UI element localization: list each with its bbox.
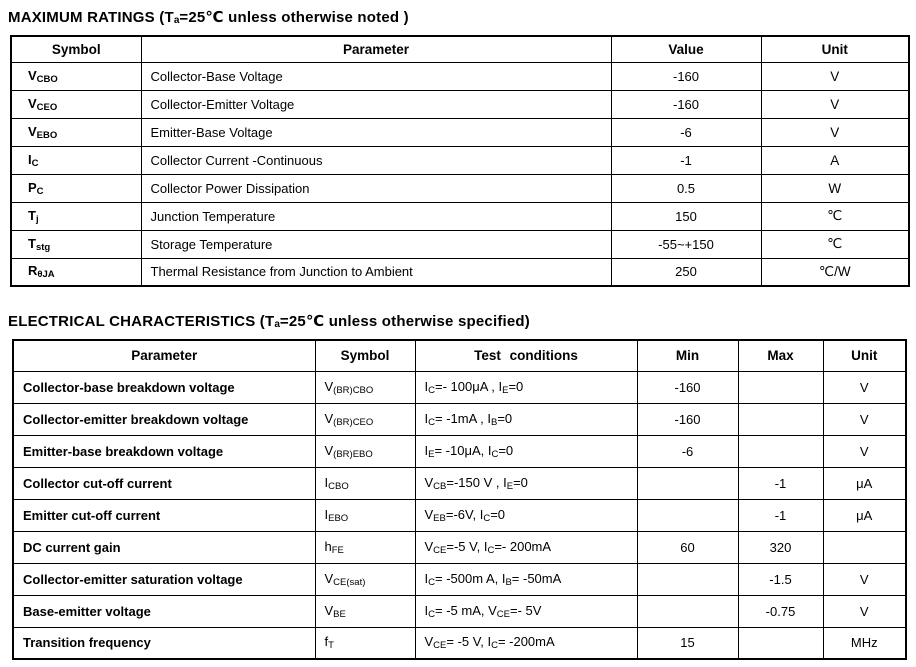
value-cell: 150 <box>611 202 761 230</box>
parameter-cell: Storage Temperature <box>141 230 611 258</box>
table-header-row <box>11 36 909 62</box>
unit-cell: V <box>823 371 906 403</box>
unit-cell: μA <box>823 467 906 499</box>
min-cell: -160 <box>637 371 738 403</box>
table-row <box>11 202 909 230</box>
section-gap <box>0 287 916 304</box>
symbol-cell: $T_j$ <box>11 202 141 230</box>
symbol-cell: $R_{\theta JA}$ <box>11 258 141 286</box>
header-unit: Unit <box>823 340 906 371</box>
unit-cell: V <box>761 118 909 146</box>
symbol-cell: $V_{EBO}$ <box>11 118 141 146</box>
header-value: Value <box>611 36 761 62</box>
unit-cell: V <box>823 403 906 435</box>
table-row <box>13 499 906 531</box>
max-cell <box>738 435 823 467</box>
value-cell: -1 <box>611 146 761 174</box>
parameter-cell: Collector-Emitter Voltage <box>141 90 611 118</box>
unit-cell: ℃ <box>761 202 909 230</box>
symbol-cell: $V_{CEO}$ <box>11 90 141 118</box>
symbol-cell: $I_{CBO}$ <box>315 467 415 499</box>
value-cell: -6 <box>611 118 761 146</box>
test-conditions-cell: $I_C=-$ 100μA , $I_E=0$ <box>415 371 637 403</box>
min-cell <box>637 595 738 627</box>
min-cell <box>637 467 738 499</box>
min-cell <box>637 563 738 595</box>
header-symbol: Symbol <box>315 340 415 371</box>
unit-cell: W <box>761 174 909 202</box>
header-parameter: Parameter <box>13 340 315 371</box>
unit-cell: V <box>823 595 906 627</box>
max-cell: -0.75 <box>738 595 823 627</box>
parameter-cell: Thermal Resistance from Junction to Ambient <box>141 258 611 286</box>
symbol-cell: $I_{EBO}$ <box>315 499 415 531</box>
max-ratings-table <box>10 35 910 287</box>
parameter-cell: Collector Current -Continuous <box>141 146 611 174</box>
min-cell: -160 <box>637 403 738 435</box>
header-test-conditions: Test conditions <box>415 340 637 371</box>
max-cell <box>738 627 823 659</box>
table-row <box>13 531 906 563</box>
table-row <box>11 118 909 146</box>
table-row <box>11 174 909 202</box>
unit-cell: ℃/W <box>761 258 909 286</box>
header-max: Max <box>738 340 823 371</box>
max-cell: -1.5 <box>738 563 823 595</box>
table-row <box>13 467 906 499</box>
unit-cell: V <box>761 62 909 90</box>
parameter-cell: Collector-emitter saturation voltage <box>13 563 315 595</box>
table-row <box>11 230 909 258</box>
parameter-cell: Base-emitter voltage <box>13 595 315 627</box>
min-cell: 15 <box>637 627 738 659</box>
unit-cell: V <box>823 563 906 595</box>
unit-cell: V <box>761 90 909 118</box>
min-cell <box>637 499 738 531</box>
symbol-cell: $V_{CBO}$ <box>11 62 141 90</box>
value-cell: 0.5 <box>611 174 761 202</box>
symbol-cell: $V_{BE}$ <box>315 595 415 627</box>
max-cell: 320 <box>738 531 823 563</box>
test-conditions-cell: $I_E= -10\mu A$, $I_C=0$ <box>415 435 637 467</box>
unit-cell: μA <box>823 499 906 531</box>
max-cell <box>738 371 823 403</box>
parameter-cell: Emitter-base breakdown voltage <box>13 435 315 467</box>
parameter-cell: Emitter-Base Voltage <box>141 118 611 146</box>
min-cell: 60 <box>637 531 738 563</box>
test-conditions-cell: $V_{CE}= -5$ V, $I_C= -200mA$ <box>415 627 637 659</box>
symbol-cell: $V_{CE(sat)}$ <box>315 563 415 595</box>
symbol-cell: $V_{(BR)CEO}$ <box>315 403 415 435</box>
parameter-cell: Junction Temperature <box>141 202 611 230</box>
parameter-cell: Collector cut-off current <box>13 467 315 499</box>
table-row <box>13 627 906 659</box>
parameter-cell: Collector-base breakdown voltage <box>13 371 315 403</box>
max-cell: -1 <box>738 499 823 531</box>
max-ratings-title: MAXIMUM RATINGS ($T_a=25℃$ unless otherwise noted ) <box>8 9 409 26</box>
table-row <box>13 595 906 627</box>
max-cell: -1 <box>738 467 823 499</box>
table-row <box>13 403 906 435</box>
header-symbol: Symbol <box>11 36 141 62</box>
unit-cell <box>823 531 906 563</box>
parameter-cell: DC current gain <box>13 531 315 563</box>
parameter-cell: Collector-emitter breakdown voltage <box>13 403 315 435</box>
unit-cell: A <box>761 146 909 174</box>
table-header-row <box>13 340 906 371</box>
symbol-cell: $T_{stg}$ <box>11 230 141 258</box>
value-cell: -160 <box>611 90 761 118</box>
value-cell: -55~+150 <box>611 230 761 258</box>
test-conditions-cell: $I_C= -5$ mA, $V_{CE}=-$ 5V <box>415 595 637 627</box>
symbol-cell: $P_C$ <box>11 174 141 202</box>
test-conditions-cell: $I_C= -500m$ A, $I_B= -50mA$ <box>415 563 637 595</box>
test-conditions-cell: $V_{EB}=-6V$, $I_C=0$ <box>415 499 637 531</box>
header-parameter: Parameter <box>141 36 611 62</box>
table-row <box>13 371 906 403</box>
value-cell: -160 <box>611 62 761 90</box>
table-row <box>11 62 909 90</box>
header-min: Min <box>637 340 738 371</box>
table-row <box>13 563 906 595</box>
table-row <box>11 146 909 174</box>
parameter-cell: Transition frequency <box>13 627 315 659</box>
header-unit: Unit <box>761 36 909 62</box>
table-row <box>11 258 909 286</box>
unit-cell: MHz <box>823 627 906 659</box>
symbol-cell: $f_T$ <box>315 627 415 659</box>
electrical-title: ELECTRICAL CHARACTERISTICS ($T_a=25℃$ unless otherwise specified) <box>8 313 530 330</box>
symbol-cell: $I_C$ <box>11 146 141 174</box>
table-row <box>13 435 906 467</box>
test-conditions-cell: $V_{CB}=-150$ V , $I_E=0$ <box>415 467 637 499</box>
unit-cell: ℃ <box>761 230 909 258</box>
symbol-cell: $V_{(BR)CBO}$ <box>315 371 415 403</box>
unit-cell: V <box>823 435 906 467</box>
parameter-cell: Collector-Base Voltage <box>141 62 611 90</box>
electrical-table <box>12 339 907 660</box>
table-row <box>11 90 909 118</box>
test-conditions-cell: $V_{CE}=-5$ V, $I_C=-$ 200mA <box>415 531 637 563</box>
symbol-cell: $h_{FE}$ <box>315 531 415 563</box>
parameter-cell: Collector Power Dissipation <box>141 174 611 202</box>
max-cell <box>738 403 823 435</box>
value-cell: 250 <box>611 258 761 286</box>
symbol-cell: $V_{(BR)EBO}$ <box>315 435 415 467</box>
parameter-cell: Emitter cut-off current <box>13 499 315 531</box>
min-cell: -6 <box>637 435 738 467</box>
test-conditions-cell: $I_C= -1mA$ , $I_B=0$ <box>415 403 637 435</box>
